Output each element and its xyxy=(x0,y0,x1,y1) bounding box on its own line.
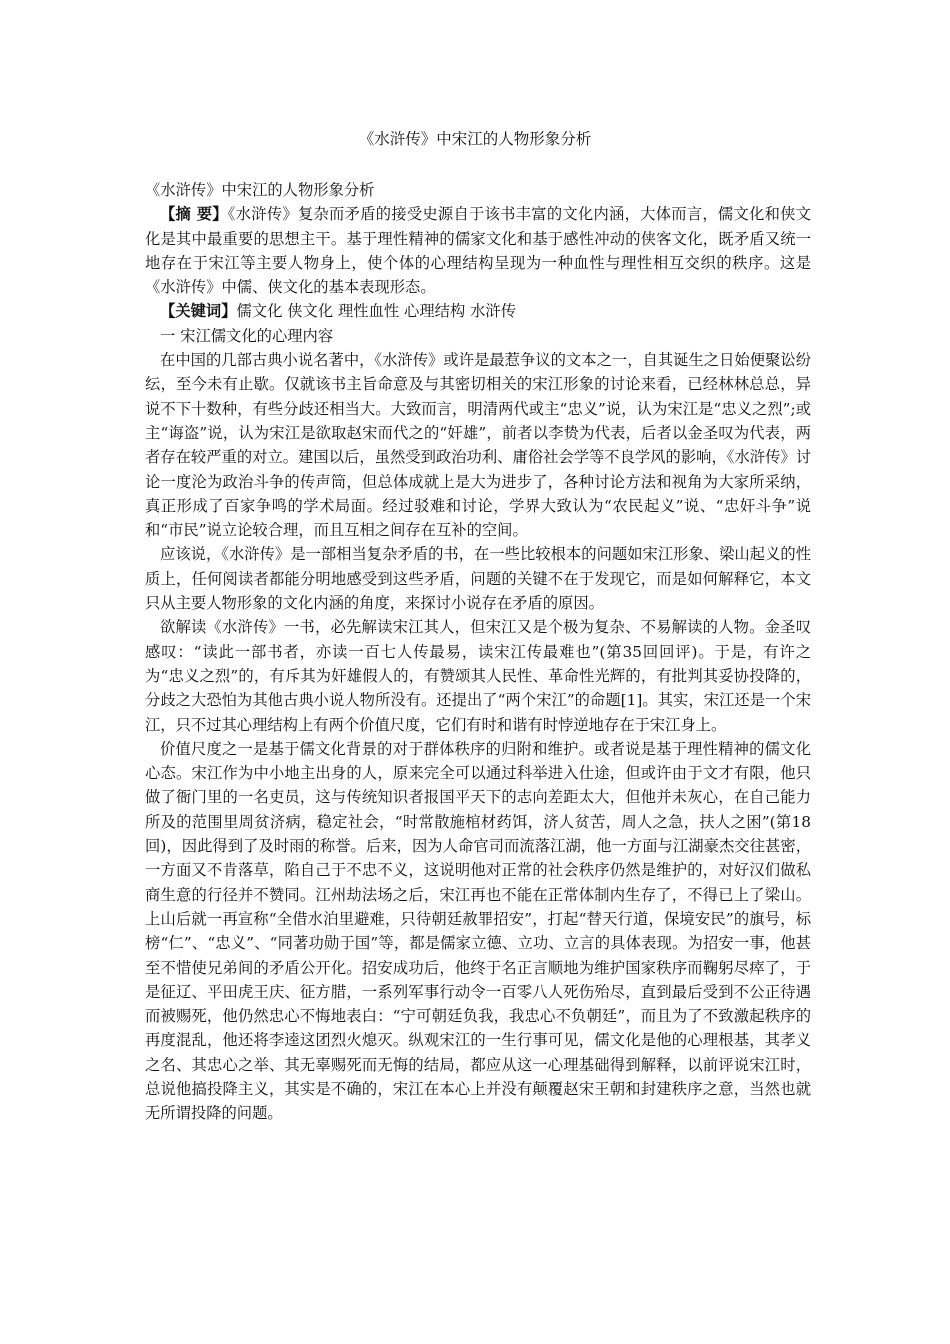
abstract-label: 【摘 要】 xyxy=(160,205,228,224)
body-paragraph: 价值尺度之一是基于儒文化背景的对于群体秩序的归附和维护。或者说是基于理性精神的儒文化心态。宋江作为中小地主出身的人，原来完全可以通过科举进入仕途，但或许由于文才有限，他只做了衙门里的一名吏员，这与传统知识者报国平天下的志向差距太大，但他并未灰心，在自己能力所及的范围里周贫济病，稳定社会，“时常散施棺材药饵，济人贫苦，周人之急，扶人之困”(第18回)，因此得到了及时雨的称誉。后来，因为人命官司而流落江湖，他一方面与江湖豪杰交往甚密，一方面又不肯落草，陷自己于不忠不义，这说明他对正常的社会秩序仍然是维护的，对好汉们做私商生意的行径并不赞同。江州劫法场之后，宋江再也不能在正常体制内生存了，不得已上了梁山。上山后就一再宣称“全借水泊里避难，只待朝廷赦罪招安”，打起“替天行道，保境安民”的旗号，标榜“仁”、“忠义”、“同著功勋于国”等，都是儒家立德、立功、立言的具体表现。为招安一事，他甚至不惜使兄弟间的矛盾公开化。招安成功后，他终于名正言顺地为维护国家秩序而鞠躬尽瘁了，于是征辽、平田虎王庆、征方腊，一系列军事行动令一百零八人死伤殆尽，直到最后受到不公正待遇而被赐死，他仍然忠心不悔地表白：“宁可朝廷负我，我忠心不负朝廷”，而且为了不致激起秩序的再度混乱，他还将李逵这团烈火熄灭。纵观宋江的一生行事可见，儒文化是他的心理根基，其孝义之名、其忠心之举、其无辜赐死而无悔的结局，都应从这一心理基础得到解释，以前评说宋江时，总说他搞投降主义，其实是不确的，宋江在本心上并没有颠覆赵宋王朝和封建秩序之意，当然也就无所谓投降的问题。 xyxy=(145,739,811,1123)
keywords-text: 儒文化 侠文化 理性血性 心理结构 水浒传 xyxy=(236,302,516,321)
body-paragraph: 在中国的几部古典小说名著中，《水浒传》或许是最惹争议的文本之一，自其诞生之日始便聚讼纷纭，至今未有止歇。仅就该书主旨命意及与其密切相关的宋江形象的讨论来看，已经林林总总，异说不下十数种，有些分歧还相当大。大致而言，明清两代或主“忠义”说，认为宋江是“忠义之烈”;或主“诲盗”说，认为宋江是欲取赵宋而代之的“奸雄”，前者以李贽为代表，后者以金圣叹为代表，两者存在较严重的对立。建国以后，虽然受到政治功利、庸俗社会学等不良学风的影响，《水浒传》讨论一度沦为政治斗争的传声筒，但总体成就上是大为进步了，各种讨论方法和视角为大家所采纳，真正形成了百家争鸣的学术局面。经过驳难和讨论，学界大致认为“农民起义”说、“忠奸斗争”说和“市民”说立论较合理，而且互相之间存在互补的空间。 xyxy=(145,351,811,540)
document-subtitle: 《水浒传》中宋江的人物形象分析 xyxy=(145,181,375,199)
abstract-text: 《水浒传》复杂而矛盾的接受史源自于该书丰富的文化内涵，大体而言，儒文化和侠文化是其中最重要的思想主干。基于理性精神的儒家文化和基于感性冲动的侠客文化，既矛盾又统一地存在于宋江等主要人物身上，使个体的心理结构呈现为一种血性与理性相互交织的秩序。这是《水浒传》中儒、侠文化的基本表现形态。 xyxy=(145,205,811,297)
section-heading: 一 宋江儒文化的心理内容 xyxy=(160,326,334,345)
body-paragraph: 欲解读《水浒传》一书，必先解读宋江其人，但宋江又是个极为复杂、不易解读的人物。金圣叹感叹：“读此一部书者，亦读一百七人传最易，读宋江传最难也”(第35回回评)。于是，有许之为“忠义之烈”的，有斥其为奸雄假人的，有赞颂其人民性、革命性光辉的，有批判其妥协投降的，分歧之大恐怕为其他古典小说人物所没有。还提出了“两个宋江”的命题[1]。其实，宋江还是一个宋江，只不过其心理结构上有两个价值尺度，它们有时和谐有时悖逆地存在于宋江身上。 xyxy=(145,618,811,734)
keywords-label: 【关键词】 xyxy=(160,302,237,321)
document-title: 《水浒传》中宋江的人物形象分析 xyxy=(358,130,592,148)
keywords-paragraph xyxy=(145,299,811,323)
document-body xyxy=(145,178,811,1126)
body-paragraph: 应该说，《水浒传》是一部相当复杂矛盾的书，在一些比较根本的问题如宋江形象、梁山起义的性质上，任何阅读者都能分明地感受到这些矛盾，问题的关键不在于发现它，而是如何解释它，本文只从主要人物形象的文化内涵的角度，来探讨小说存在矛盾的原因。 xyxy=(145,545,811,613)
abstract-paragraph xyxy=(145,202,811,299)
